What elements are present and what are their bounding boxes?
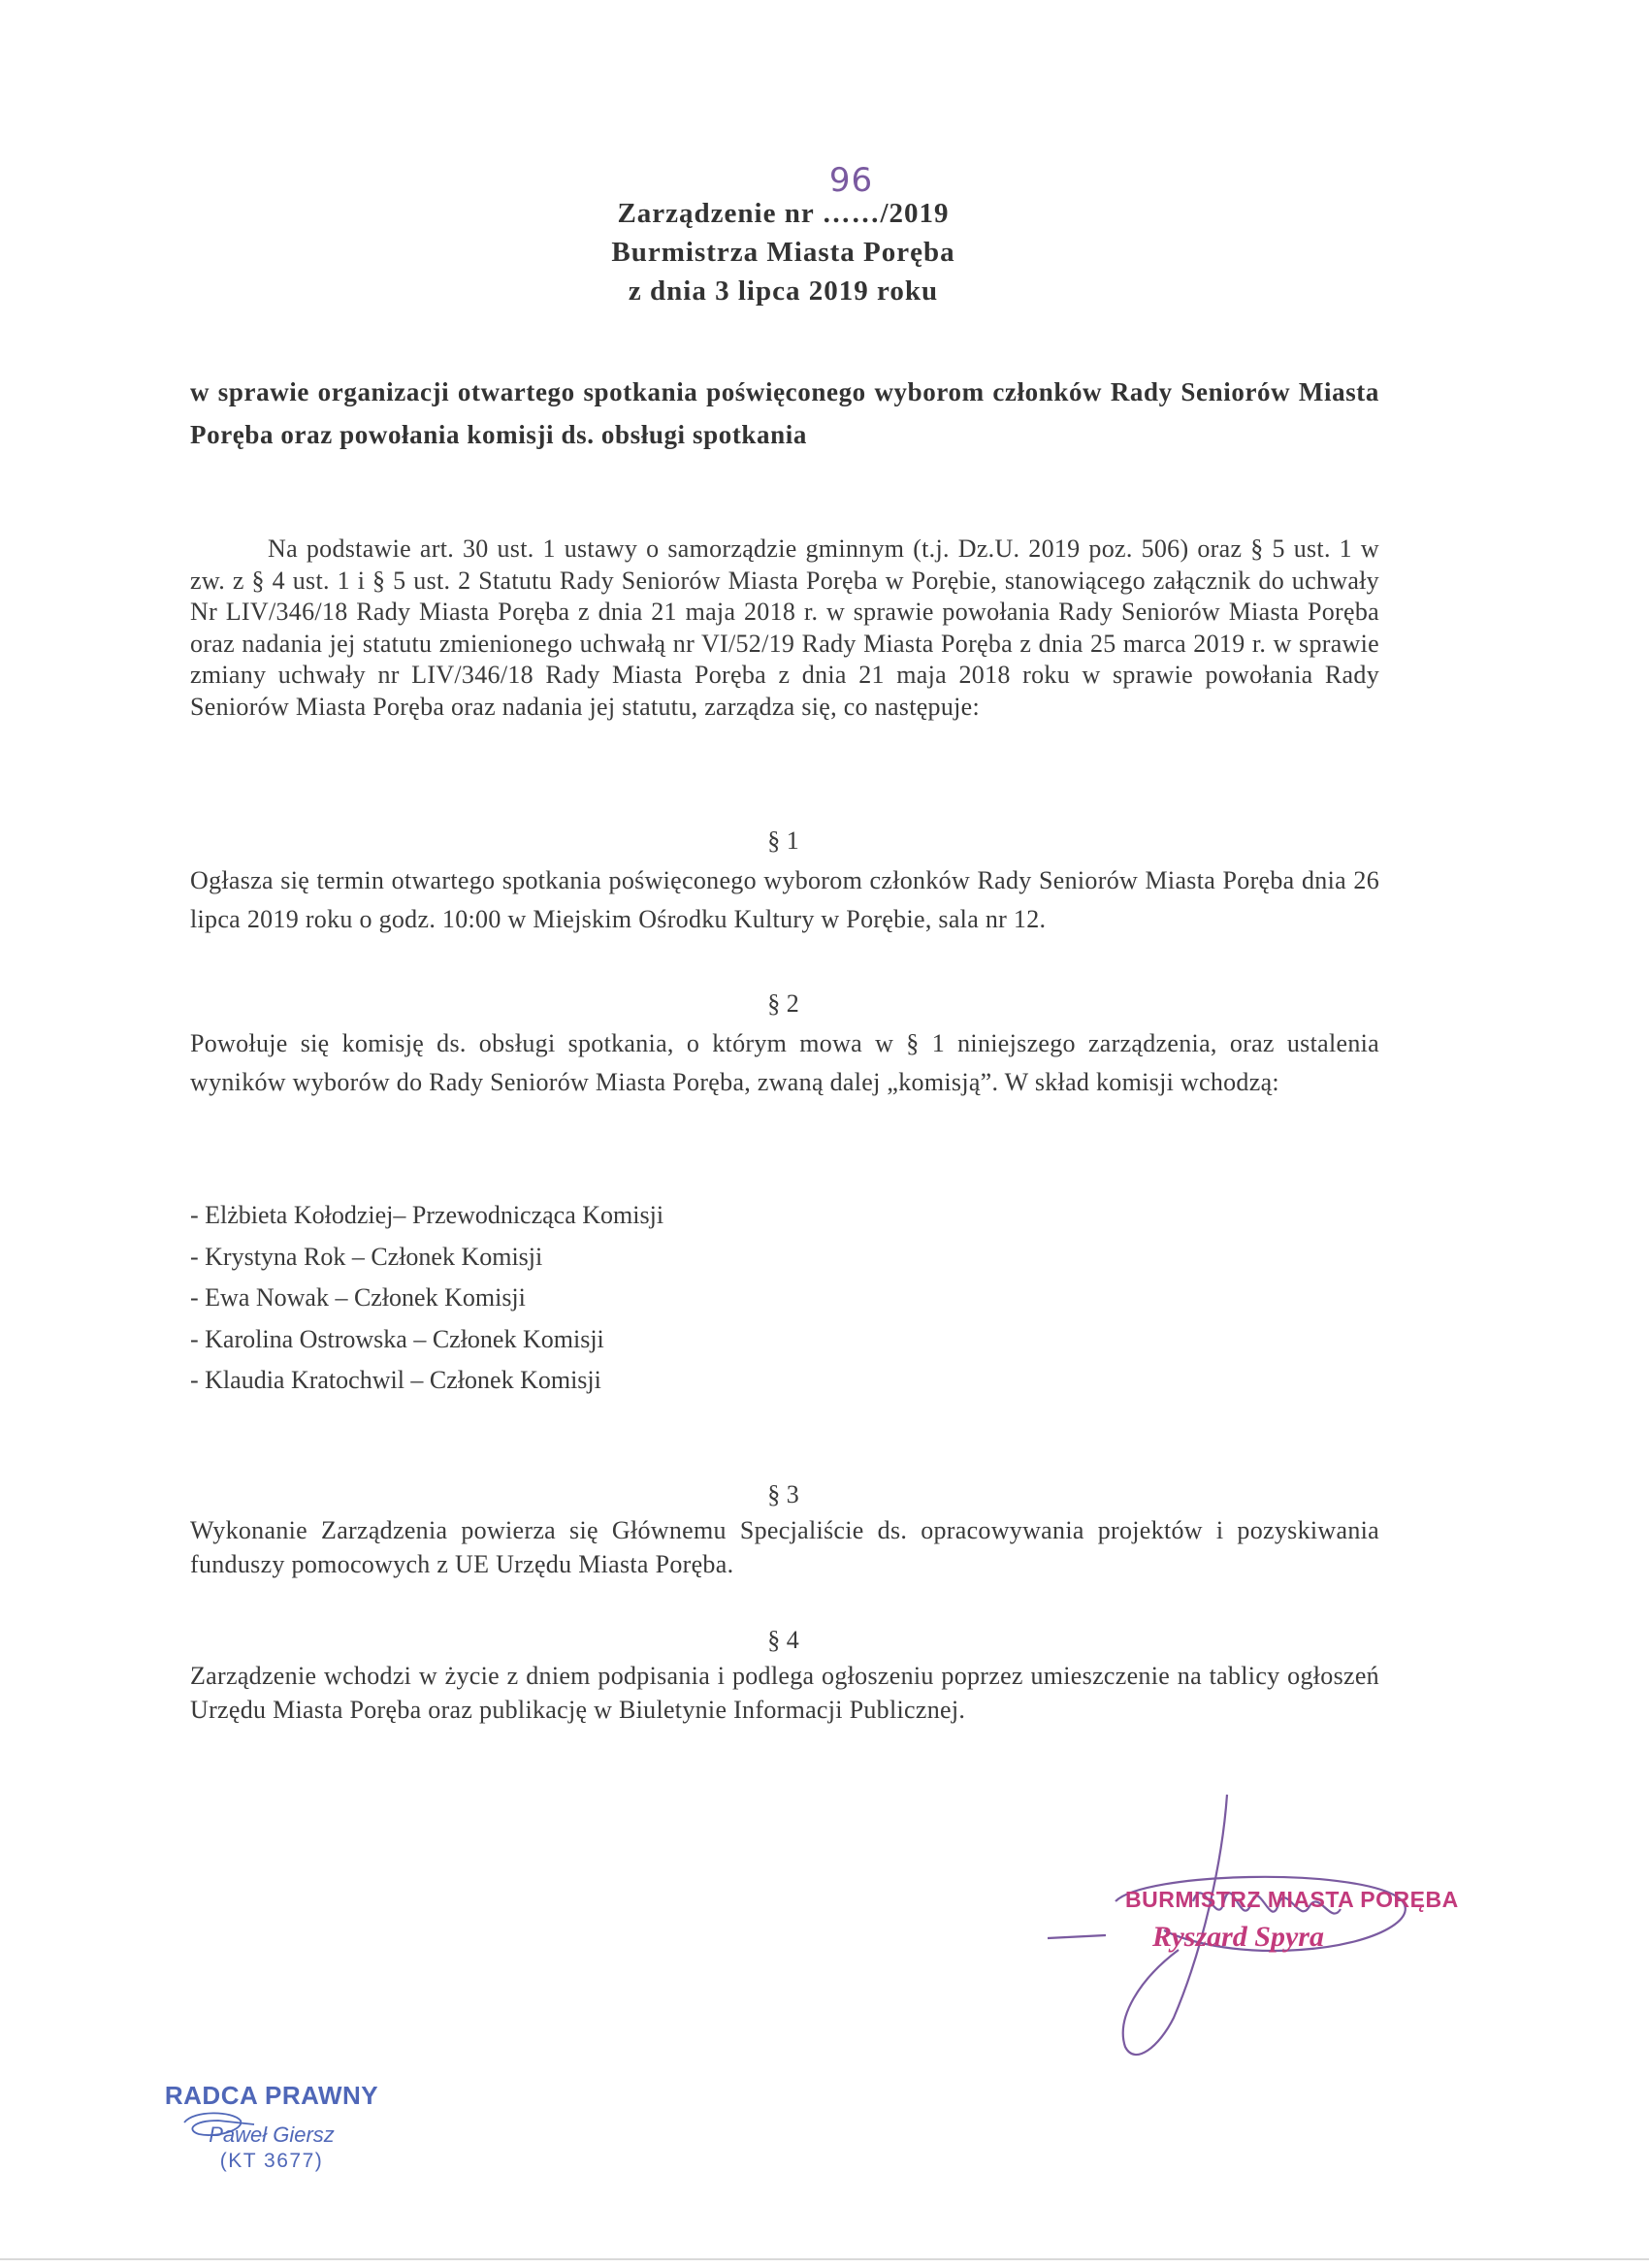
section-4-text: Zarządzenie wchodzi w życie z dniem podpisania i podlega ogłoszeniu poprzez umieszczenie na tablicy ogłoszeń Urzędu Miasta Poręba oraz publikację w Biuletynie Informacji Publicznej. xyxy=(190,1662,1379,1724)
legal-stamp-title: RADCA PRAWNY xyxy=(164,2081,379,2110)
section-3-mark: § 3 xyxy=(767,1480,799,1508)
section-1-mark: § 1 xyxy=(767,826,799,855)
document-title xyxy=(0,161,1567,310)
section-2-mark: § 2 xyxy=(767,989,799,1018)
list-item: - Karolina Ostrowska – Członek Komisji xyxy=(190,1324,604,1353)
scan-bottom-edge xyxy=(0,2258,1649,2260)
list-item: - Elżbieta Kołodziej– Przewodnicząca Komisji xyxy=(190,1201,664,1229)
issuer-line: Burmistrza Miasta Poręba xyxy=(611,237,955,268)
preamble-paragraph: Na podstawie art. 30 ust. 1 ustawy o samorządzie gminnym (t.j. Dz.U. 2019 poz. 506) oraz § 5 ust. 1 w zw. z § 4 ust. 1 i § 5 ust. 2 Statutu Rady Seniorów Miasta Poręba w Porębie, stanowiącego załącznik do uchwały Nr LIV/346/18 Rady Miasta Poręba z dnia 21 maja 2018 r. w sprawie powołania Rady Seniorów Miasta Poręba oraz nadania jej statutu zmienionego uchwałą nr VI/52/19 Rady Miasta Poręba z dnia 25 marca 2019 r. w sprawie zmiany uchwały nr LIV/346/18 Rady Miasta Poręba z dnia 21 maja 2018 roku w sprawie powołania Rady Seniorów Miasta Poręba oraz nadania jej statutu, zarządza się, co następuje: xyxy=(190,535,1379,721)
title-prefix: Zarządzenie nr xyxy=(617,198,823,229)
commission-members-list xyxy=(190,1195,1063,1402)
title-dots: …… xyxy=(822,198,881,229)
section-4-mark: § 4 xyxy=(767,1626,799,1654)
legal-advisor-stamp xyxy=(155,2081,388,2173)
section-1-text: Ogłasza się termin otwartego spotkania poświęconego wyborom członków Rady Seniorów Miasta Poręba dnia 26 lipca 2019 roku o godz. 10:00 w Miejskim Ośrodku Kultury w Porębie, sala nr 12. xyxy=(190,866,1379,933)
section-2-text: Powołuje się komisję ds. obsługi spotkania, o którym mowa w § 1 niniejszego zarządzenia, oraz ustalenia wyników wyborów do Rady Seniorów Miasta Poręba, zwaną dalej „komisją”. W skład komisji wchodzą: xyxy=(190,1029,1379,1096)
list-item: - Krystyna Rok – Członek Komisji xyxy=(190,1242,543,1271)
title-number-line xyxy=(0,161,1567,233)
list-item: - Ewa Nowak – Członek Komisji xyxy=(190,1283,526,1312)
handwritten-number: 96 xyxy=(828,161,874,200)
subject-line: w sprawie organizacji otwartego spotkania poświęconego wyborom członków Rady Seniorów Miasta Poręba oraz powołania komisji ds. obsługi spotkania xyxy=(190,377,1379,449)
title-suffix: /2019 xyxy=(880,198,950,229)
number-field xyxy=(822,161,881,233)
legal-stamp-code: (KT 3677) xyxy=(219,2150,324,2172)
legal-stamp-name: Paweł Giersz xyxy=(209,2122,335,2147)
mayor-stamp-name: Ryszard Spyra xyxy=(1152,1921,1324,1953)
date-line: z dnia 3 lipca 2019 roku xyxy=(628,275,939,307)
mayor-stamp-title: BURMISTRZ MIASTA PORĘBA xyxy=(1125,1887,1459,1912)
section-3-text: Wykonanie Zarządzenia powierza się Głównemu Specjaliście ds. opracowywania projektów i pozyskiwania funduszy pomocowych z UE Urzędu Miasta Poręba. xyxy=(190,1516,1379,1578)
list-item: - Klaudia Kratochwil – Członek Komisji xyxy=(190,1366,601,1394)
